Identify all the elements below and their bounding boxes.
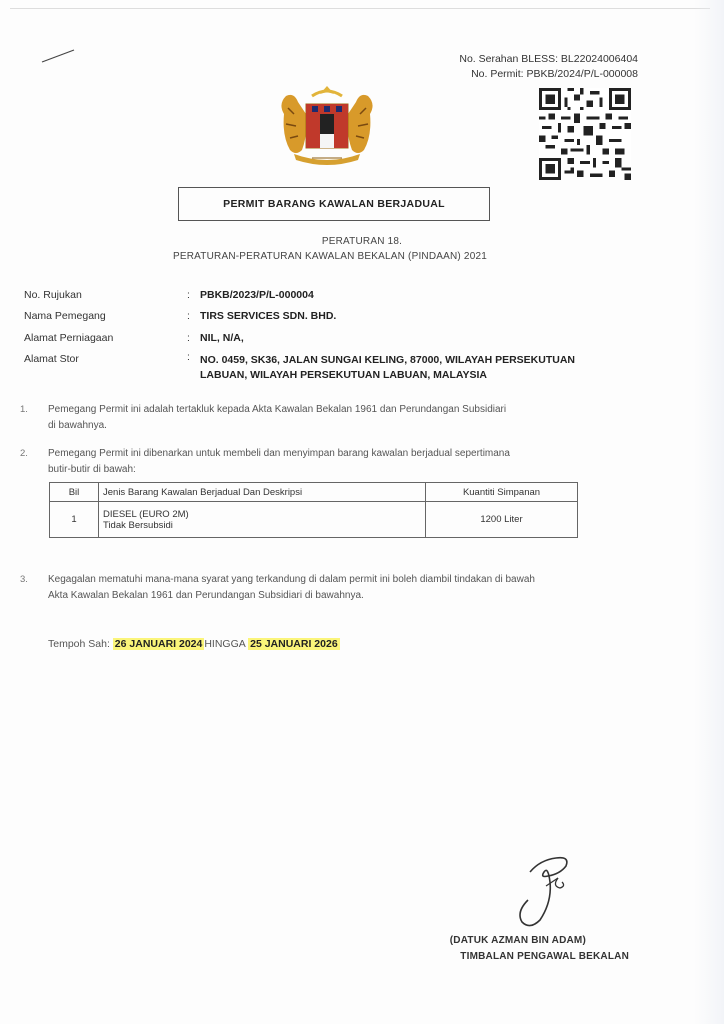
field-value-holder: TIRS SERVICES SDN. BHD. (200, 310, 337, 322)
qr-code (539, 88, 631, 180)
field-label-store-address: Alamat Stor (24, 353, 79, 365)
table-header-row (50, 483, 578, 502)
clause-1 (48, 402, 638, 434)
store-address-line1: NO. 0459, SK36, JALAN SUNGAI KELING, 87000, WILAYAH PERSEKUTUAN (200, 354, 575, 366)
field-colon: : (187, 310, 190, 322)
field-colon: : (187, 332, 190, 344)
clause-3 (48, 572, 638, 604)
signatory-title: TIMBALAN PENGAWAL BEKALAN (460, 951, 629, 962)
signatory-name: (DATUK AZMAN BIN ADAM) (449, 935, 586, 946)
scan-shadow (694, 0, 724, 1024)
validity-prefix: Tempoh Sah: (48, 638, 110, 650)
controlled-goods-table (49, 482, 578, 538)
clause-3-line2: Akta Kawalan Bekalan 1961 dan Perundangan Subsidiari di bawahnya. (48, 590, 364, 601)
validity-from: 26 JANUARI 2024 (114, 638, 203, 650)
item-desc: Tidak Bersubsidi (103, 519, 173, 531)
field-colon: : (187, 351, 190, 363)
regulation-number: PERATURAN 18. (321, 236, 403, 247)
header-quantity: Kuantiti Simpanan (426, 483, 578, 502)
table-row (50, 502, 578, 538)
validity-to: 25 JANUARI 2026 (250, 638, 338, 650)
header-bil: Bil (50, 483, 99, 502)
field-label-reference: No. Rujukan (24, 289, 82, 301)
clause-1-line2: di bawahnya. (48, 420, 107, 431)
clause-2-line2: butir-butir di bawah: (48, 464, 136, 475)
handwritten-signature (500, 852, 580, 932)
validity-to-word: HINGGA (204, 638, 246, 650)
malaysia-coat-of-arms-icon (272, 84, 382, 170)
clause-1-line1: Pemegang Permit ini adalah tertakluk kepada Akta Kawalan Bekalan 1961 dan Perundangan Subsidiari (48, 404, 507, 415)
field-label-holder: Nama Pemegang (24, 310, 106, 322)
item-name: DIESEL (EURO 2M) (103, 508, 189, 520)
row-bil: 1 (50, 502, 99, 538)
header-description: Jenis Barang Kawalan Berjadual Dan Deskripsi (99, 483, 426, 502)
clause-number: 2. (20, 448, 28, 459)
reference-numbers (459, 52, 638, 82)
field-value-reference: PBKB/2023/P/L-000004 (200, 289, 314, 301)
clause-number: 3. (20, 574, 28, 585)
pen-mark (40, 48, 76, 64)
permit-number: No. Permit: PBKB/2024/P/L-000008 (471, 68, 638, 80)
field-label-business-address: Alamat Perniagaan (24, 332, 114, 344)
clause-2-line1: Pemegang Permit ini dibenarkan untuk membeli dan menyimpan barang kawalan berjadual sepertimana (48, 448, 510, 459)
regulation-name: PERATURAN-PERATURAN KAWALAN BEKALAN (PINDAAN) 2021 (173, 251, 487, 262)
serahan-number: No. Serahan BLESS: BL22024006404 (459, 53, 638, 65)
store-address-line2: LABUAN, WILAYAH PERSEKUTUAN LABUAN, MALAYSIA (200, 369, 488, 381)
field-value-store-address (200, 353, 575, 383)
field-colon: : (187, 289, 190, 301)
row-quantity: 1200 Liter (426, 502, 578, 538)
document-title: PERMIT BARANG KAWALAN BERJADUAL (178, 187, 490, 221)
clause-2 (48, 446, 638, 478)
row-description (99, 502, 426, 538)
validity-period (48, 638, 340, 650)
clause-number: 1. (20, 404, 28, 415)
scan-edge-line (10, 8, 710, 9)
clause-3-line1: Kegagalan mematuhi mana-mana syarat yang terkandung di dalam permit ini boleh diambil tindakan di bawah (48, 574, 535, 585)
field-value-business-address: NIL, N/A, (200, 332, 244, 344)
